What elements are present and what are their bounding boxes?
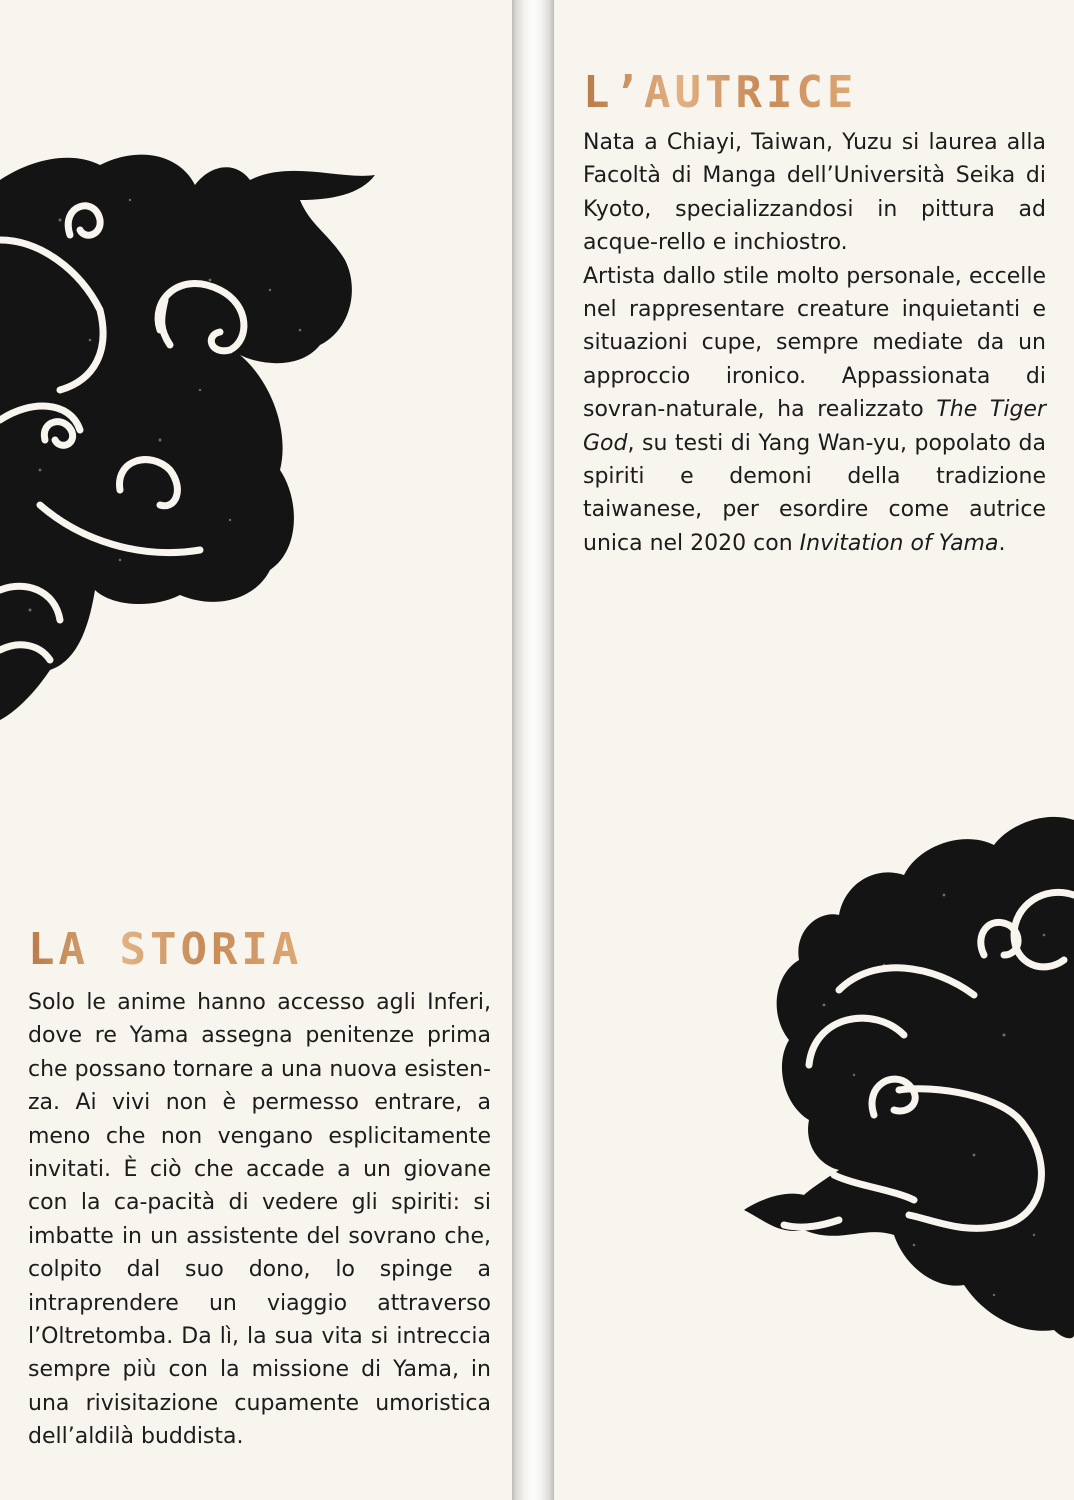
left-page (0, 0, 512, 1500)
story-text: Solo le anime hanno accesso agli Inferi, dove re Yama assegna penitenze prima che possano tornare a una nuova esisten-za. Ai vivi non è permesso entrare, a meno che non vengano esplicitamente invitati. È ciò che accade a un giovane con la ca-pacità di vedere gli spiriti: si imbatte in un assistente del sovrano che, colpito dal suo dono, lo spinge a intraprendere un viaggio attraverso l’Oltretomba. Da lì, la sua vita si intreccia sempre più con la missione di Yama, in una rivisitazione cupamente umoristica dell’aldilà buddista. (28, 990, 491, 1450)
page-fold (512, 0, 554, 1500)
author-paragraph-2-part: , su testi di Yang Wan-yu, popolato da spiriti e demoni della tradizione taiwanese, per esordire come autrice unica nel 2020 con (583, 430, 1046, 556)
right-page (554, 0, 1074, 1500)
author-paragraph-2-end: . (998, 530, 1006, 556)
author-heading: L’AUTRICE (583, 67, 858, 118)
author-paragraph-2-part: Artista dallo stile molto personale, eccelle nel rappresentare creature inquietanti e situazioni cupe, sempre mediate da un approccio ironico. Appassionata di sovran-naturale, ha realizzato (583, 263, 1046, 423)
book-title-invitation-of-yama: Invitation of Yama (799, 530, 999, 556)
book-title-tiger-god: The Tiger God (583, 397, 1046, 456)
cloud-illustration-icon (0, 140, 390, 730)
author-paragraph-2 (583, 260, 1046, 561)
author-text (583, 126, 1046, 560)
cloud-illustration-icon (744, 815, 1074, 1345)
author-paragraph-1: Nata a Chiayi, Taiwan, Yuzu si laurea alla Facoltà di Manga dell’Università Seika di Kyoto, specializzandosi in pittura ad acque-rello e inchiostro. (583, 130, 1046, 256)
story-heading: LA STORIA (28, 924, 303, 975)
